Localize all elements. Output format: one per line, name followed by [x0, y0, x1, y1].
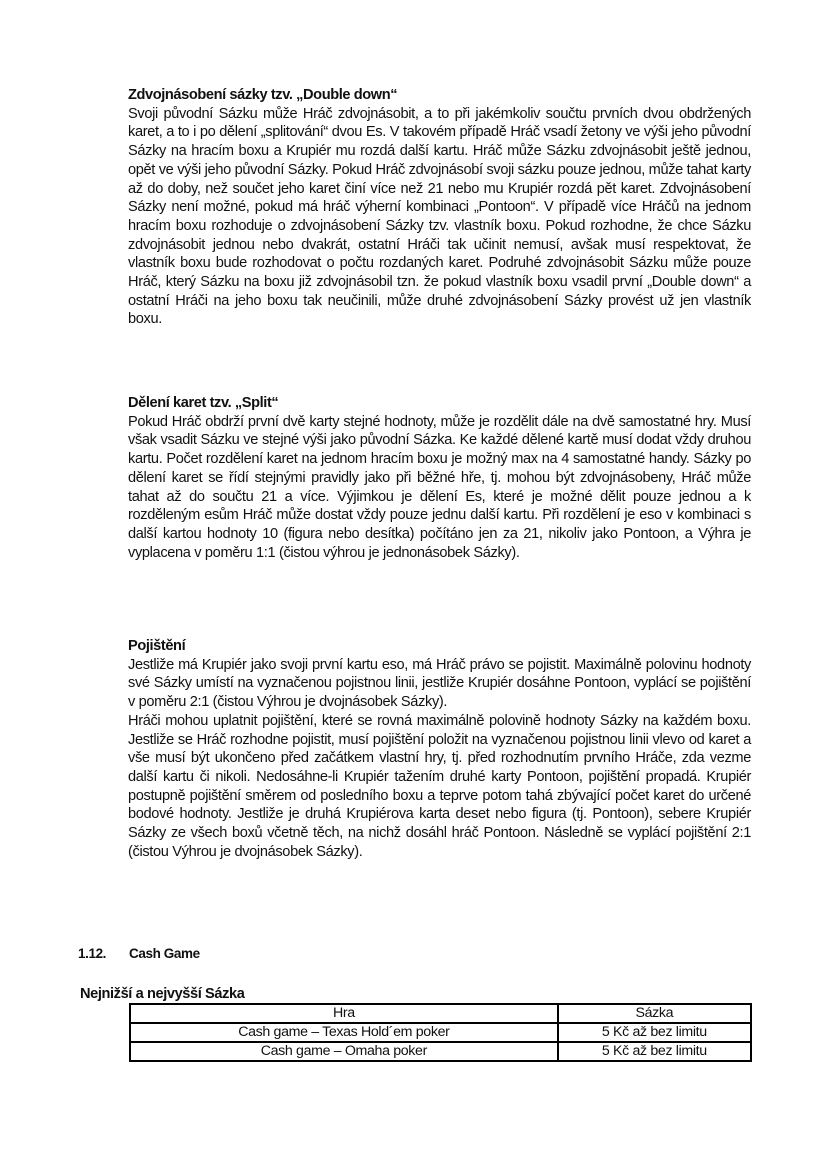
table-row	[130, 1023, 751, 1042]
table-row	[130, 1042, 751, 1061]
limits-table-title: Nejnižší a nejvyšší Sázka	[80, 986, 245, 1002]
section-paragraph: Hráči mohou uplatnit pojištění, které se rovná maximálně polovině hodnoty Sázky na každém boxu. Jestliže se Hráč rozhodne pojistit, musí pojištění položit na vyznačenou pojistnou linii vlevo od karet a vše musí být ukončeno před začátkem vlastní hry, tj. před rozhodnutím prvního Hráče, zda vezme další kartu či nikoli. Nedosáhne-li Krupiér tažením druhé karty Pontoon, pojištění propadá. Krupiér postupně pojištění směrem od posledního boxu a teprve potom tahá zbývající počet karet do určené bodové hodnoty. Jestliže je druhá Krupiérova karta deset nebo figura (tj. Pontoon), sebere Krupiér Sázky ze všech boxů včetně těch, na nichž dosáhl hráč Pontoon. Následně se vyplácí pojištění 2:1 (čistou Výhrou je dvojnásobek Sázky).	[128, 712, 751, 860]
table-cell-game: Cash game – Texas Hold´em poker	[130, 1023, 558, 1042]
section-paragraph: Svoji původní Sázku může Hráč zdvojnásobit, a to při jakémkoliv součtu prvních dvou obdržených karet, a to i po dělení „splitování“ dvou Es. V takovém případě Hráč vsadí žetony ve výši jeho původní Sázky na hracím boxu a Krupiér mu rozdá další kartu. Hráč může Sázku zdvojnásobit ještě jednou, opět ve výši jeho původní Sázky. Pokud Hráč zdvojnásobí svoji sázku pouze jednou, může tahat karty až do doby, než součet jeho karet činí více než 21 nebo mu Krupiér rozdá pět karet. Zdvojnásobení Sázky není možné, pokud má hráč výherní kombinaci „Pontoon“. V případě více Hráčů na jednom hracím boxu rozhoduje o zdvojnásobení Sázky tzv. vlastník boxu. Pokud rozhodne, že chce Sázku zdvojnásobit jednou nebo dvakrát, ostatní Hráči tak učinit nemusí, avšak musí respektovat, že vlastník boxu bude rozhodovat o počtu rozdaných karet. Podruhé zdvojnásobit Sázku může pouze Hráč, který Sázku na boxu již zdvojnásobil tzn. že pokud vlastník boxu vsadil první „Double down“ a ostatní Hráči na jeho boxu tak neučinili, může druhé zdvojnásobení Sázky provést už jen vlastník boxu.	[128, 105, 751, 328]
section-double-down	[128, 86, 751, 329]
section-heading: Pojištění	[128, 638, 186, 654]
column-header-sazka: Sázka	[558, 1004, 751, 1023]
numbered-section-heading	[78, 945, 200, 963]
column-header-hra: Hra	[130, 1004, 558, 1023]
section-heading: Dělení karet tzv. „Split“	[128, 395, 279, 411]
table-cell-bet: 5 Kč až bez limitu	[558, 1023, 751, 1042]
section-paragraph: Jestliže má Krupiér jako svoji první kartu eso, má Hráč právo se pojistit. Maximálně polovinu hodnoty své Sázky umístí na vyznačenou pojistnou linii, jestliže Krupiér dosáhne Pontoon, vyplácí se pojištění v poměru 2:1 (čistou Výhrou je dvojnásobek Sázky).	[128, 656, 751, 711]
table-cell-bet: 5 Kč až bez limitu	[558, 1042, 751, 1061]
section-number: 1.12.	[78, 946, 107, 961]
table-cell-game: Cash game – Omaha poker	[130, 1042, 558, 1061]
section-paragraph: Pokud Hráč obdrží první dvě karty stejné hodnoty, může je rozdělit dále na dvě samostatné hry. Musí však vsadit Sázku ve stejné výši jako původní Sázka. Ke každé dělené kartě musí dodat vždy druhou kartu. Počet rozdělení karet na jednom hracím boxu je možný max na 4 samostatné handy. Sázky po dělení karet se řídí stejnými pravidly jako při běžné hře, tj. mohou být zdvojnásobeny, Hráč může tahat až do součtu 21 a více. Výjimkou je dělení Es, které je možné dělit pouze jednou a k rozděleným esům Hráč může dostat vždy pouze jednu další kartu. Při rozdělení je eso v kombinaci s další kartou hodnoty 10 (figura nebo desítka) počítáno jen za 21, nikoliv jako Pontoon, a Výhra je vyplacena v poměru 1:1 (čistou výhrou je jednonásobek Sázky).	[128, 413, 751, 561]
section-split	[128, 394, 751, 562]
section-title: Cash Game	[129, 946, 200, 961]
limits-table	[129, 1003, 752, 1062]
table-header-row	[130, 1004, 751, 1023]
section-heading: Zdvojnásobení sázky tzv. „Double down“	[128, 87, 398, 103]
section-insurance	[128, 637, 751, 861]
